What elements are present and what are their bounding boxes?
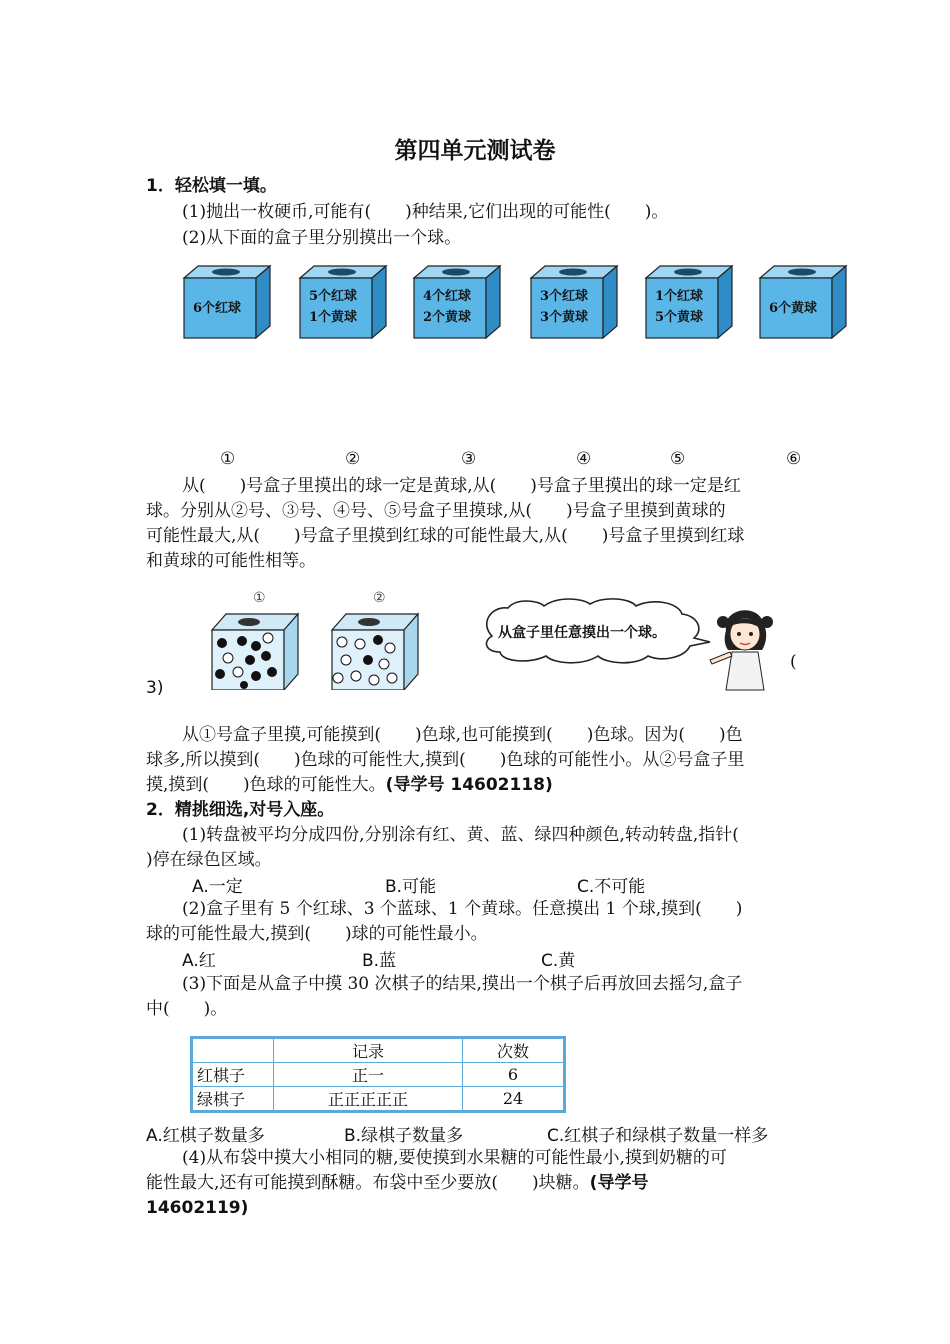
option-c: C.黄	[541, 951, 576, 971]
table-cell: 24	[463, 1087, 565, 1112]
option-c: C.不可能	[577, 877, 646, 897]
box-label	[298, 286, 368, 328]
option-b: B.蓝	[362, 951, 397, 971]
dot-box-1-label: ①	[253, 590, 266, 606]
option-b: B.可能	[385, 877, 437, 897]
box-label-line: 2个黄球	[422, 310, 472, 325]
ball-box	[296, 262, 388, 344]
q2-part4-text: (4)从布袋中摸大小相同的糖,要使摸到水果糖的可能性最小,摸到奶糖的可	[182, 1148, 727, 1168]
q2-part1-text: (1)转盘被平均分成四份,分别涂有红、黄、蓝、绿四种颜色,转动转盘,指针(	[182, 825, 739, 845]
speech-text: 从盒子里任意摸出一个球。	[498, 625, 666, 641]
q2-part3-text: (3)下面是从盒子中摸 30 次棋子的结果,摸出一个棋子后再放回去摇匀,盒子	[182, 974, 743, 994]
reference-number: (导学号	[589, 1173, 649, 1193]
q2-part3-text: 中( )。	[146, 999, 228, 1019]
q1-part2-text: 从( )号盒子里摸出的球一定是黄球,从( )号盒子里摸出的球一定是红	[182, 476, 741, 496]
box-label-line: 5个黄球	[654, 310, 704, 325]
q2-heading: 2．精挑细选,对号入座。	[146, 800, 335, 820]
ball-box	[642, 262, 734, 344]
ball-box	[527, 262, 619, 344]
reference-number: 14602119)	[146, 1198, 249, 1218]
box-number-4: ④	[576, 449, 592, 469]
box-label-line: 6个红球	[192, 301, 242, 316]
q1-part3-number: 3)	[146, 678, 164, 698]
reference-number: (导学号 14602118)	[385, 775, 553, 795]
q1-part1: (1)抛出一枚硬币,可能有( )种结果,它们出现的可能性( )。	[182, 202, 669, 222]
q1-part3-paren: (	[790, 652, 797, 672]
box-number-5: ⑤	[670, 449, 686, 469]
q1-part2-intro: (2)从下面的盒子里分别摸出一个球。	[182, 228, 462, 248]
q1-part2-text: 可能性最大,从( )号盒子里摸到红球的可能性最大,从( )号盒子里摸到红球	[146, 526, 745, 546]
table-header-cell	[192, 1038, 274, 1063]
option-a: A.红	[182, 951, 216, 971]
option-c: C.红棋子和绿棋子数量一样多	[547, 1126, 769, 1146]
option-a: A.红棋子数量多	[146, 1126, 265, 1146]
q2-part4-text-line	[146, 1171, 648, 1195]
table-cell: 正正正正正	[274, 1087, 463, 1112]
q2-part2-text: 球的可能性最大,摸到( )球的可能性最小。	[146, 924, 488, 944]
q1-part3-text: 摸,摸到( )色球的可能性大。	[146, 775, 386, 795]
q2-part4-text: 能性最大,还有可能摸到酥糖。布袋中至少要放( )块糖。	[146, 1173, 590, 1193]
box-label	[182, 298, 252, 319]
box-label	[644, 286, 714, 328]
box-label-line: 1个红球	[654, 289, 704, 304]
dot-box-2-label: ②	[373, 590, 386, 606]
box-label-line: 4个红球	[422, 289, 472, 304]
q1-part2-text: 和黄球的可能性相等。	[146, 551, 316, 571]
q2-part1-text: )停在绿色区域。	[146, 850, 272, 870]
ball-box	[180, 262, 272, 344]
tally-table	[190, 1036, 566, 1113]
box-number-6: ⑥	[786, 449, 802, 469]
box-label-line: 3个红球	[539, 289, 589, 304]
table-header-row	[192, 1038, 565, 1063]
box-label	[412, 286, 482, 328]
box-label-line: 6个黄球	[768, 301, 818, 316]
table-row	[192, 1087, 565, 1112]
box-label	[758, 298, 828, 319]
q1-part2-text: 球。分别从②号、③号、④号、⑤号盒子里摸球,从( )号盒子里摸到黄球的	[146, 501, 726, 521]
ball-box	[756, 262, 848, 344]
box-number-2: ②	[345, 449, 361, 469]
page-title: 第四单元测试卷	[394, 137, 556, 164]
q1-part3-text: 从①号盒子里摸,可能摸到( )色球,也可能摸到( )色球。因为( )色	[182, 725, 743, 745]
table-row	[192, 1063, 565, 1087]
table-header-cell: 记录	[274, 1038, 463, 1063]
box-label-line: 5个红球	[308, 289, 358, 304]
q1-heading: 1．轻松填一填。	[146, 176, 277, 196]
girl-illustration	[706, 600, 784, 692]
ball-box	[410, 262, 502, 344]
table-cell: 红棋子	[192, 1063, 274, 1087]
box-number-1: ①	[220, 449, 236, 469]
box-label-line: 3个黄球	[539, 310, 589, 325]
option-a: A.一定	[192, 877, 243, 897]
dot-box-1	[206, 608, 306, 690]
q1-part3-text: 球多,所以摸到( )色球的可能性大,摸到( )色球的可能性小。从②号盒子里	[146, 750, 745, 770]
table-cell: 正一	[274, 1063, 463, 1087]
ball-boxes-row	[180, 262, 860, 348]
box-number-3: ③	[461, 449, 477, 469]
table-header-cell: 次数	[463, 1038, 565, 1063]
option-b: B.绿棋子数量多	[344, 1126, 464, 1146]
box-label-line: 1个黄球	[308, 310, 358, 325]
box-label	[529, 286, 599, 328]
q1-part3-text-line	[146, 773, 553, 797]
table-cell: 6	[463, 1063, 565, 1087]
dot-box-2	[326, 608, 426, 690]
table-cell: 绿棋子	[192, 1087, 274, 1112]
q2-part2-text: (2)盒子里有 5 个红球、3 个蓝球、1 个黄球。任意摸出 1 个球,摸到( )	[182, 899, 743, 919]
